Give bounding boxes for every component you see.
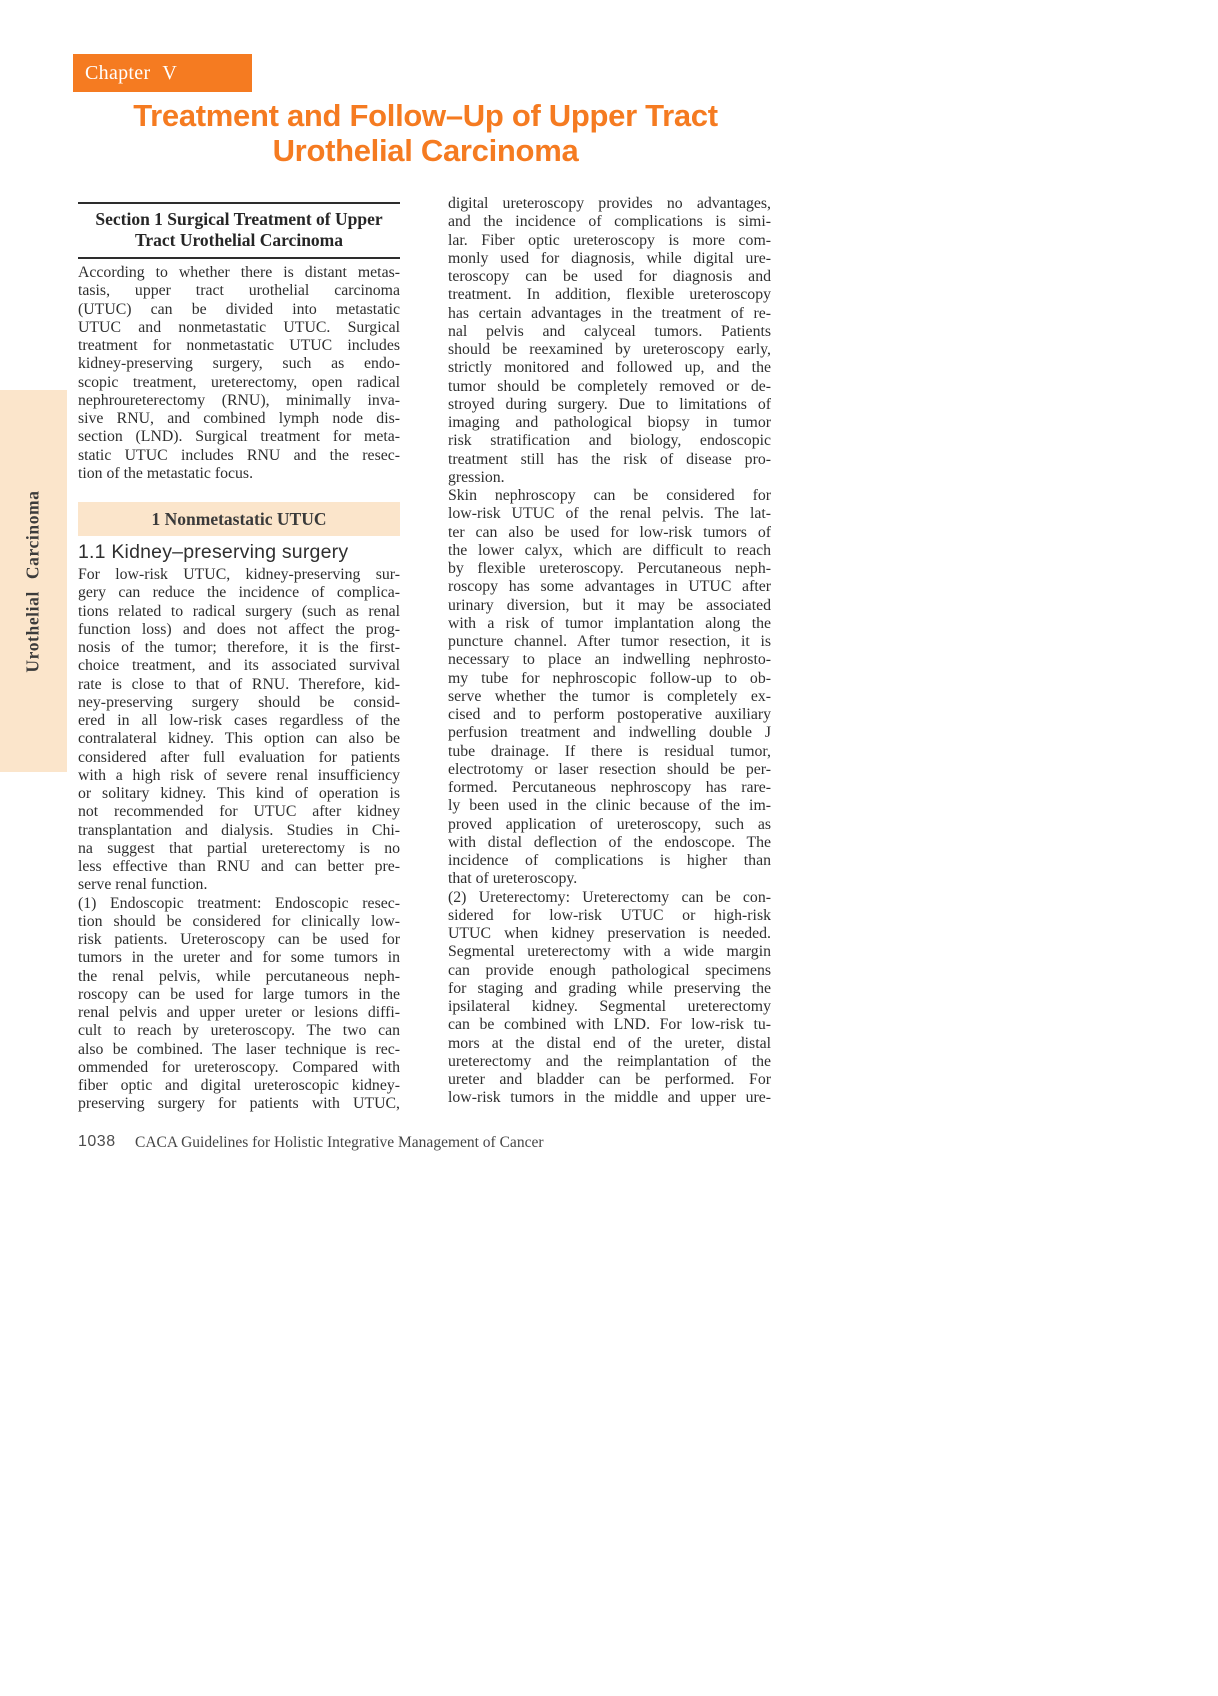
text-line: choice treatment, and its associated survival xyxy=(78,657,400,675)
text-line: scopic treatment, ureterectomy, open radical xyxy=(78,373,400,391)
text-line: stroyed during surgery. Due to limitations of xyxy=(448,395,771,413)
right-column xyxy=(448,195,771,1108)
text-line: teroscopy can be used for diagnosis and xyxy=(448,268,771,285)
text-line: should be reexamined by ureteroscopy early, xyxy=(448,341,771,358)
text-line: gery can reduce the incidence of complica- xyxy=(78,584,400,602)
text-line: that of ureteroscopy. xyxy=(448,870,578,888)
text-line: risk stratification and biology, endoscopic xyxy=(448,432,771,450)
text-line: with distal deflection of the endoscope. The xyxy=(448,833,771,851)
text-line: risk patients. Ureteroscopy can be used for xyxy=(78,931,400,948)
page-number: 1038 xyxy=(78,1133,116,1150)
text-line: renal pelvis and upper ureter or lesions diffi- xyxy=(78,1004,400,1021)
text-line: urinary diversion, but it may be associated xyxy=(448,596,771,614)
text-line: electrotomy or laser resection should be per- xyxy=(448,760,771,778)
text-line: imaging and pathological biopsy in tumor xyxy=(448,414,771,431)
text-line: with a high risk of severe renal insufficiency xyxy=(78,766,400,784)
paragraph xyxy=(448,487,771,889)
text-line: the lower calyx, which are difficult to reach xyxy=(448,541,771,559)
text-line: my tube for nephroscopic follow-up to ob- xyxy=(448,669,771,687)
text-line: with a risk of tumor implantation along the xyxy=(448,614,771,632)
text-line: lar. Fiber optic ureteroscopy is more com- xyxy=(448,231,771,249)
paragraph xyxy=(448,195,771,487)
footer-running-title: CACA Guidelines for Holistic Integrative Management of Cancer xyxy=(135,1134,544,1151)
text-line: ureterectomy and the reimplantation of the xyxy=(448,1052,771,1070)
section-heading xyxy=(78,202,400,259)
text-line: not recommended for UTUC after kidney xyxy=(78,803,400,821)
text-line: for staging and grading while preserving the xyxy=(448,979,771,997)
text-line: monly used for diagnosis, while digital ure- xyxy=(448,249,771,267)
paragraph xyxy=(78,566,400,895)
text-line: static UTUC includes RNU and the resec- xyxy=(78,446,400,464)
text-line: low-risk UTUC of the renal pelvis. The lat- xyxy=(448,505,771,523)
text-line: kidney-preserving surgery, such as endo- xyxy=(78,355,400,373)
text-line: (1) Endoscopic treatment: Endoscopic resec- xyxy=(78,894,400,912)
text-line: roscopy can be used for large tumors in the xyxy=(78,985,400,1003)
text-line: also be combined. The laser technique is rec- xyxy=(78,1040,400,1058)
text-line: can provide enough pathological specimens xyxy=(448,961,771,979)
text-line: serve renal function. xyxy=(78,876,208,894)
text-line: or solitary kidney. This kind of operation is xyxy=(78,785,400,802)
text-line: puncture channel. After tumor resection, it is xyxy=(448,633,771,650)
text-line: tube drainage. If there is residual tumor, xyxy=(448,742,771,760)
page-title xyxy=(78,98,773,168)
text-line: According to whether there is distant metas- xyxy=(78,264,400,281)
text-line: tions related to radical surgery (such as renal xyxy=(78,602,400,620)
text-line: Segmental ureterectomy with a wide margin xyxy=(448,943,771,961)
sidebar-vertical-label: Urothelial Carcinoma xyxy=(23,489,44,673)
text-line: function loss) and does not affect the prog- xyxy=(78,620,400,638)
text-line: For low-risk UTUC, kidney-preserving sur- xyxy=(78,566,400,583)
text-line: cult to reach by ureteroscopy. The two can xyxy=(78,1022,400,1040)
text-line: nal pelvis and calyceal tumors. Patients xyxy=(448,322,771,340)
text-line: tion should be considered for clinically low- xyxy=(78,912,400,930)
text-line: UTUC and nonmetastatic UTUC. Surgical xyxy=(78,318,400,336)
text-line: gression. xyxy=(448,468,505,486)
paragraph xyxy=(78,895,400,1114)
text-line: low-risk tumors in the middle and upper ure- xyxy=(448,1089,771,1107)
text-line: sidered for low-risk UTUC or high-risk xyxy=(448,906,771,924)
text-line: the renal pelvis, while percutaneous neph- xyxy=(78,967,400,985)
text-line: ly been used in the clinic because of the im- xyxy=(448,797,771,815)
text-line: na suggest that partial ureterectomy is no xyxy=(78,839,400,857)
text-line: treatment. In addition, flexible ureteroscopy xyxy=(448,286,771,304)
text-line: transplantation and dialysis. Studies in Chi- xyxy=(78,821,400,839)
text-line: cised and to perform postoperative auxiliary xyxy=(448,706,771,723)
page-title-line1: Treatment and Follow–Up of Upper Tract xyxy=(133,98,718,133)
text-line: serve whether the tumor is completely ex- xyxy=(448,687,771,705)
subsection-heading: 1.1 Kidney–preserving surgery xyxy=(78,541,349,563)
left-column xyxy=(78,202,400,1114)
text-line: necessary to place an indwelling nephrosto- xyxy=(448,651,771,669)
text-line: ommended for ureteroscopy. Compared with xyxy=(78,1058,400,1076)
text-line: tumors in the ureter and for some tumors in xyxy=(78,949,400,967)
section-heading-line2: Tract Urothelial Carcinoma xyxy=(134,230,344,250)
text-line: formed. Percutaneous nephroscopy has rare- xyxy=(448,779,771,796)
text-line: tumor should be completely removed or de- xyxy=(448,377,771,395)
text-line: digital ureteroscopy provides no advantages, xyxy=(448,195,771,212)
text-line: and the incidence of complications is simi- xyxy=(448,213,771,231)
text-line: (2) Ureterectomy: Ureterectomy can be con- xyxy=(448,888,771,906)
text-line: less effective than RNU and can better pre- xyxy=(78,858,400,875)
text-line: ered in all low-risk cases regardless of the xyxy=(78,712,400,729)
text-line: treatment still has the risk of disease pro- xyxy=(448,450,771,468)
paragraph xyxy=(448,889,771,1108)
text-line: can be combined with LND. For low-risk tu- xyxy=(448,1016,771,1034)
subsection-band-heading: 1 Nonmetastatic UTUC xyxy=(78,502,400,536)
chapter-label: Chapter V xyxy=(85,62,178,84)
text-line: ter can also be used for low-risk tumors of xyxy=(448,523,771,541)
text-line: roscopy has some advantages in UTUC after xyxy=(448,578,771,596)
text-line: ney-preserving surgery should be consid- xyxy=(78,693,400,711)
text-line: contralateral kidney. This option can also be xyxy=(78,730,400,748)
text-line: section (LND). Surgical treatment for meta- xyxy=(78,428,400,446)
text-line: nosis of the tumor; therefore, it is the first- xyxy=(78,639,400,656)
text-line: has certain advantages in the treatment of re- xyxy=(448,304,771,322)
text-line: considered after full evaluation for patients xyxy=(78,748,400,766)
text-line: UTUC when kidney preservation is needed. xyxy=(448,925,771,942)
paragraph xyxy=(78,264,400,483)
text-line: mors at the distal end of the ureter, distal xyxy=(448,1034,771,1052)
text-line: incidence of complications is higher than xyxy=(448,852,771,869)
sidebar-tab xyxy=(0,390,67,772)
text-line: strictly monitored and followed up, and the xyxy=(448,359,771,377)
text-line: ipsilateral kidney. Segmental ureterectomy xyxy=(448,998,771,1015)
chapter-tab xyxy=(73,54,252,92)
text-line: sive RNU, and combined lymph node dis- xyxy=(78,410,400,427)
text-line: perfusion treatment and indwelling double J xyxy=(448,724,771,742)
text-line: preserving surgery for patients with UTUC, xyxy=(78,1095,400,1113)
text-line: Skin nephroscopy can be considered for xyxy=(448,487,771,504)
text-line: by flexible ureteroscopy. Percutaneous neph- xyxy=(448,560,771,577)
text-line: treatment for nonmetastatic UTUC includes xyxy=(78,337,400,354)
text-line: rate is close to that of RNU. Therefore, kid- xyxy=(78,675,400,693)
page-title-line2: Urothelial Carcinoma xyxy=(272,133,579,168)
text-line: fiber optic and digital ureteroscopic kidney- xyxy=(78,1077,400,1094)
text-line: proved application of ureteroscopy, such as xyxy=(448,815,771,833)
text-line: (UTUC) can be divided into metastatic xyxy=(78,300,400,318)
text-line: ureter and bladder can be performed. For xyxy=(448,1071,771,1088)
text-line: tion of the metastatic focus. xyxy=(78,464,254,482)
text-line: tasis, upper tract urothelial carcinoma xyxy=(78,282,400,300)
section-heading-line1: Section 1 Surgical Treatment of Upper xyxy=(95,209,383,229)
text-line: nephroureterectomy (RNU), minimally inva- xyxy=(78,391,400,409)
